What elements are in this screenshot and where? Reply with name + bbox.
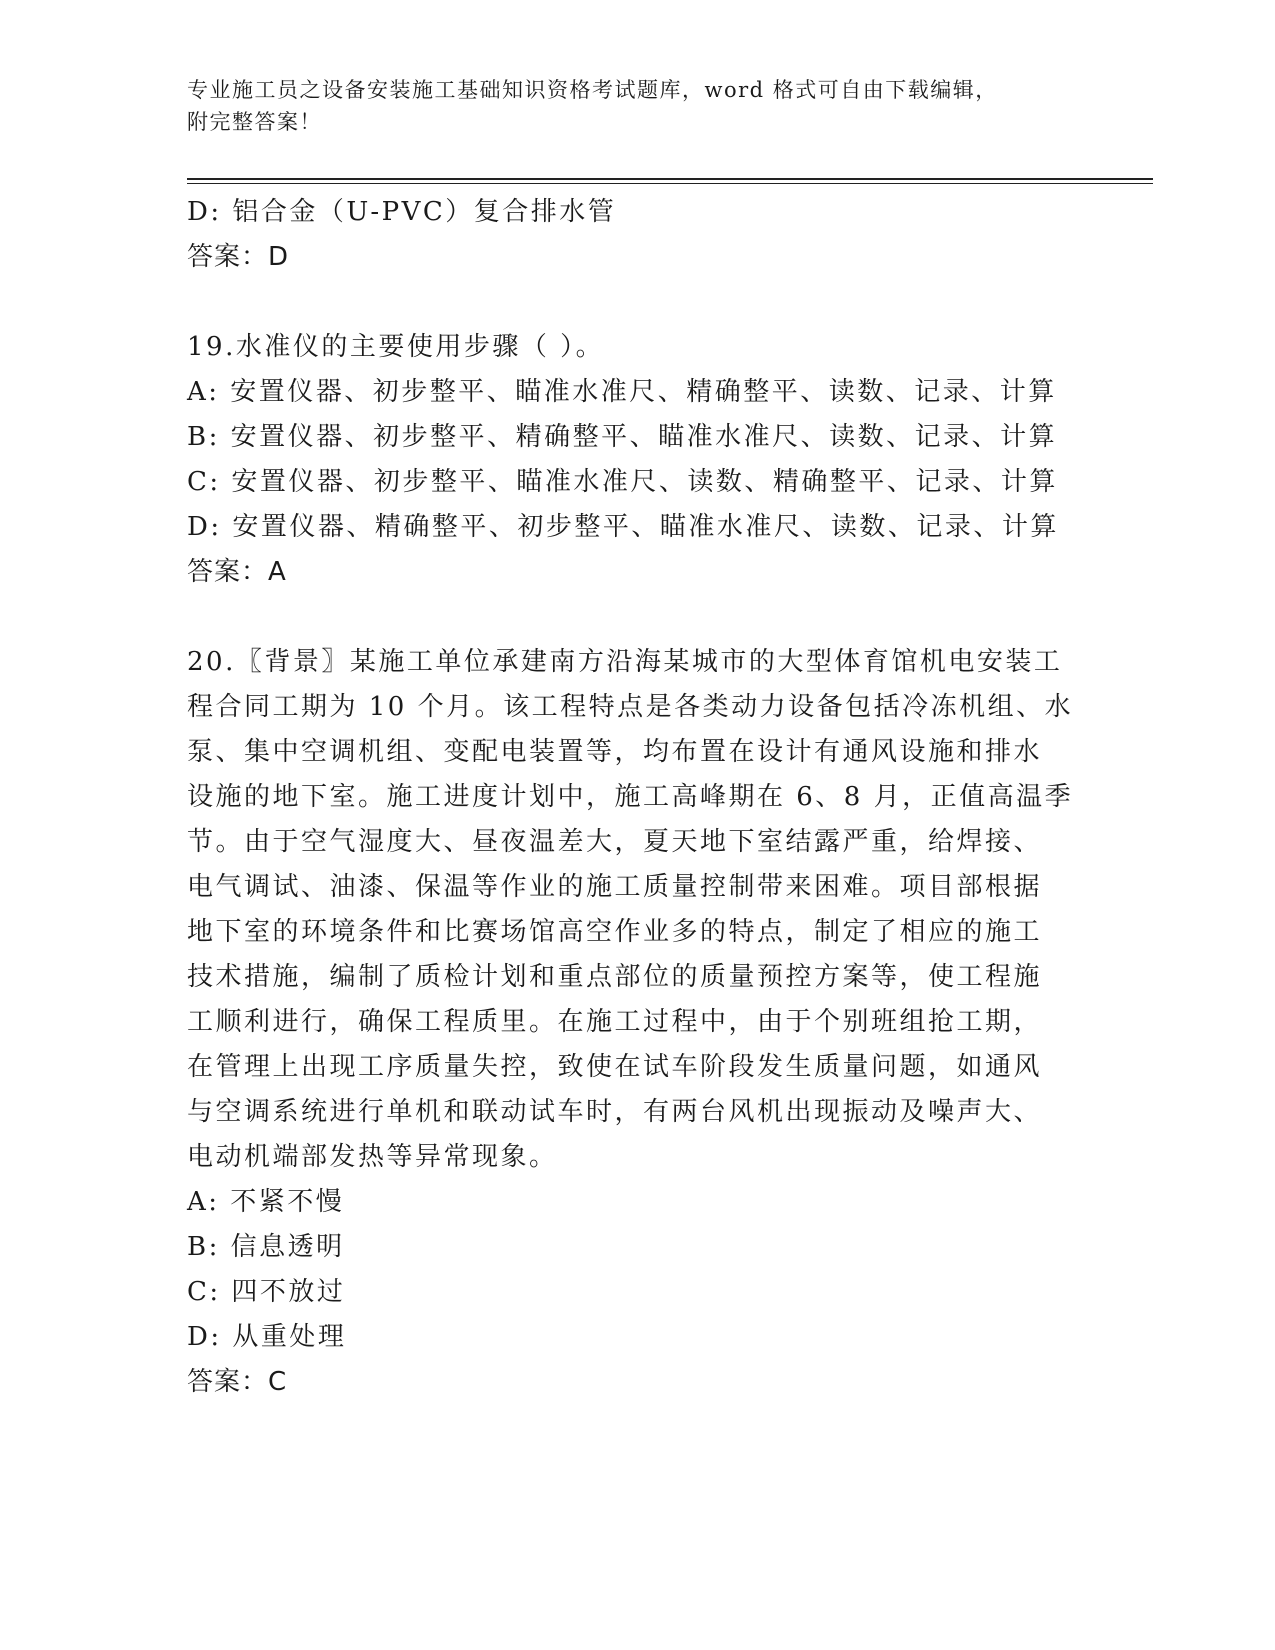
- q20-stem-line: 电动机端部发热等异常现象。: [187, 1142, 558, 1172]
- q19-option-c: C: 安置仪器、初步整平、瞄准水准尺、读数、精确整平、记录、计算: [187, 467, 1058, 497]
- q20-option-a: A: 不紧不慢: [187, 1187, 345, 1217]
- q20-stem-line: 程合同工期为 10 个月。该工程特点是各类动力设备包括冷冻机组、水: [187, 692, 1074, 722]
- header-divider-thin: [187, 183, 1153, 184]
- question-19: [187, 325, 1087, 595]
- q19-answer: 答案：A: [187, 557, 287, 587]
- spacer: [187, 280, 1087, 325]
- q20-stem-line: 在管理上出现工序质量失控，致使在试车阶段发生质量问题，如通风: [187, 1052, 1043, 1082]
- q19-option-b: B: 安置仪器、初步整平、精确整平、瞄准水准尺、读数、记录、计算: [187, 422, 1058, 452]
- header-divider-thick: [187, 178, 1153, 180]
- q19-option-d: D: 安置仪器、精确整平、初步整平、瞄准水准尺、读数、记录、计算: [187, 512, 1059, 542]
- q20-stem-line: 20.〖背景〗某施工单位承建南方沿海某城市的大型体育馆机电安装工: [187, 647, 1063, 677]
- header-line-1: 专业施工员之设备安装施工基础知识资格考试题库，word 格式可自由下载编辑，: [187, 78, 998, 102]
- q20-option-b: B: 信息透明: [187, 1232, 345, 1262]
- q20-option-c: C: 四不放过: [187, 1277, 346, 1307]
- q19-stem: 19.水准仪的主要使用步骤（ ）。: [187, 332, 605, 362]
- question-content: [187, 190, 1087, 1405]
- q20-stem-line: 设施的地下室。施工进度计划中，施工高峰期在 6、8 月，正值高温季: [187, 782, 1074, 812]
- q20-stem-line: 节。由于空气湿度大、昼夜温差大，夏天地下室结露严重，给焊接、: [187, 827, 1043, 857]
- question-20: [187, 640, 1087, 1405]
- q20-option-d: D: 从重处理: [187, 1322, 347, 1352]
- q20-stem-line: 地下室的环境条件和比赛场馆高空作业多的特点，制定了相应的施工: [187, 917, 1043, 947]
- prev-answer: 答案：D: [187, 242, 290, 272]
- q20-answer: 答案：C: [187, 1367, 288, 1397]
- header-line-2: 附完整答案！: [187, 110, 322, 134]
- q20-stem-line: 泵、集中空调机组、变配电装置等，均布置在设计有通风设施和排水: [187, 737, 1043, 767]
- q19-option-a: A: 安置仪器、初步整平、瞄准水准尺、精确整平、读数、记录、计算: [187, 377, 1057, 407]
- prev-option-d: D: 铝合金（U-PVC）复合排水管: [187, 197, 617, 227]
- spacer: [187, 595, 1087, 640]
- q20-stem-line: 与空调系统进行单机和联动试车时，有两台风机出现振动及噪声大、: [187, 1097, 1043, 1127]
- q20-stem-line: 工顺利进行，确保工程质里。在施工过程中，由于个别班组抢工期，: [187, 1007, 1043, 1037]
- document-header: [187, 74, 1067, 138]
- q20-stem-line: 技术措施，编制了质检计划和重点部位的质量预控方案等，使工程施: [187, 962, 1043, 992]
- q20-stem-line: 电气调试、油漆、保温等作业的施工质量控制带来困难。项目部根据: [187, 872, 1043, 902]
